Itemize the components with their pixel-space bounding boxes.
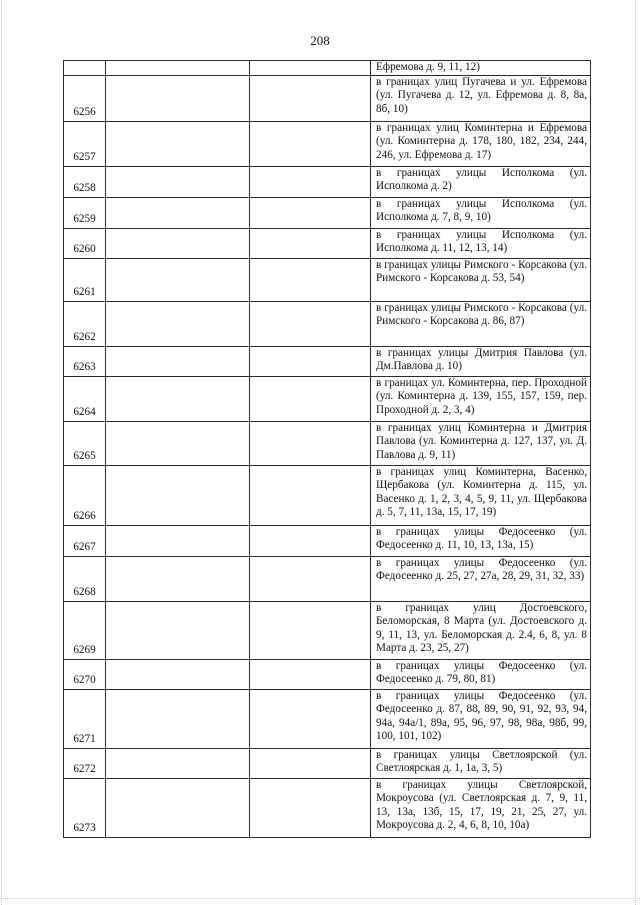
row-number: 6266: [64, 465, 106, 525]
boundary-description: в границах улицы Светлоярской (ул. Светлоярская д. 1, 1а, 3, 5): [371, 748, 591, 778]
row-number: 6264: [64, 376, 106, 421]
table-row: [64, 197, 591, 228]
empty-cell: [106, 258, 250, 301]
row-number: 6267: [64, 525, 106, 556]
right-scan-edge: [635, 0, 636, 905]
boundary-description: в границах улицы Исполкома (ул. Исполкома д. 2): [371, 166, 591, 197]
empty-cell: [250, 166, 371, 197]
empty-cell: [250, 525, 371, 556]
table-row: [64, 659, 591, 689]
empty-cell: [250, 465, 371, 525]
empty-cell: [106, 525, 250, 556]
table-row: [64, 301, 591, 346]
table-row: [64, 121, 591, 166]
empty-cell: [250, 689, 371, 748]
empty-cell: [250, 121, 371, 166]
boundary-description: в границах улицы Светлоярской, Мокроусова (ул. Светлоярская д. 7, 9, 11, 13, 13а, 13б, 15, 17, 19, 21, 25, 27, ул. Мокроусова д. 2, 4, 6, 8, 10, 10а): [371, 778, 591, 837]
bottom-scan-edge: [0, 898, 640, 899]
row-number: 6261: [64, 258, 106, 301]
row-number: 6268: [64, 556, 106, 601]
table-row: [64, 421, 591, 465]
boundary-description: в границах улиц Достоевского, Беломорская, 8 Марта (ул. Достоевского д. 9, 11, 13, ул. Беломорская д. 2.4, 6, 8, ул. 8 Марта д. 23, 25, 27): [371, 601, 591, 659]
empty-cell: [106, 556, 250, 601]
empty-cell: [106, 61, 250, 76]
empty-cell: [106, 748, 250, 778]
boundary-description: в границах улиц Коминтерна и Ефремова (ул. Коминтерна д. 178, 180, 182, 234, 244, 246, ул. Ефремова д. 17): [371, 121, 591, 166]
row-number: 6272: [64, 748, 106, 778]
boundary-description: в границах улицы Федосеенко (ул. Федосеенко д. 79, 80, 81): [371, 659, 591, 689]
empty-cell: [106, 166, 250, 197]
empty-cell: [250, 61, 371, 76]
empty-cell: [250, 228, 371, 258]
table-row: [64, 525, 591, 556]
empty-cell: [106, 121, 250, 166]
table-row: [64, 61, 591, 76]
left-scan-edge: [1, 0, 2, 905]
empty-cell: [106, 421, 250, 465]
table-row: [64, 75, 591, 121]
boundary-description: в границах ул. Коминтерна, пер. Проходной (ул. Коминтерна д. 139, 155, 157, 159, пер. Проходной д. 2, 3, 4): [371, 376, 591, 421]
empty-cell: [106, 228, 250, 258]
boundary-description: в границах улицы Римского - Корсакова (ул. Римского - Корсакова д. 86, 87): [371, 301, 591, 346]
boundary-description: в границах улицы Федосеенко (ул. Федосеенко д. 11, 10, 13, 13а, 15): [371, 525, 591, 556]
table-row: [64, 601, 591, 659]
empty-cell: [106, 346, 250, 376]
empty-cell: [250, 258, 371, 301]
empty-cell: [106, 778, 250, 837]
empty-cell: [250, 301, 371, 346]
table-row: [64, 689, 591, 748]
table-row: [64, 465, 591, 525]
boundary-description: в границах улицы Исполкома (ул. Исполкома д. 7, 8, 9, 10): [371, 197, 591, 228]
row-number: 6273: [64, 778, 106, 837]
row-number: [64, 61, 106, 76]
table-row: [64, 778, 591, 837]
row-number: 6262: [64, 301, 106, 346]
empty-cell: [250, 376, 371, 421]
empty-cell: [250, 601, 371, 659]
boundary-description: в границах улицы Исполкома (ул. Исполкома д. 11, 12, 13, 14): [371, 228, 591, 258]
table-body: [64, 61, 591, 838]
table-row: [64, 376, 591, 421]
boundary-description: Ефремова д. 9, 11, 12): [371, 61, 591, 76]
boundary-description: в границах улиц Пугачева и ул. Ефремова (ул. Пугачева д. 12, ул. Ефремова д. 8, 8а, 8б, 10): [371, 75, 591, 121]
empty-cell: [106, 376, 250, 421]
empty-cell: [250, 346, 371, 376]
boundary-description: в границах улиц Коминтерна, Васенко, Щербакова (ул. Коминтерна д. 115, ул. Васенко д. 1, 2, 3, 4, 5, 9, 11, ул. Щербакова д. 5, 7, 11, 13а, 15, 17, 19): [371, 465, 591, 525]
boundary-description: в границах улицы Федосеенко (ул. Федосеенко д. 87, 88, 89, 90, 91, 92, 93, 94, 94а, 94а/1, 89а, 95, 96, 97, 98, 98а, 98б, 99, 100, 101, 102): [371, 689, 591, 748]
empty-cell: [250, 778, 371, 837]
polling-stations-table: [63, 60, 591, 838]
boundary-description: в границах улицы Федосеенко (ул. Федосеенко д. 25, 27, 27а, 28, 29, 31, 32, 33): [371, 556, 591, 601]
empty-cell: [106, 75, 250, 121]
empty-cell: [106, 689, 250, 748]
row-number: 6265: [64, 421, 106, 465]
empty-cell: [250, 197, 371, 228]
row-number: 6260: [64, 228, 106, 258]
empty-cell: [106, 197, 250, 228]
table-row: [64, 228, 591, 258]
table-row: [64, 258, 591, 301]
boundary-description: в границах улиц Коминтерна и Дмитрия Павлова (ул. Коминтерна д. 127, 137, ул. Д. Павлова д. 9, 11): [371, 421, 591, 465]
empty-cell: [250, 748, 371, 778]
row-number: 6263: [64, 346, 106, 376]
empty-cell: [250, 75, 371, 121]
row-number: 6271: [64, 689, 106, 748]
empty-cell: [250, 659, 371, 689]
table-row: [64, 166, 591, 197]
boundary-description: в границах улицы Римского - Корсакова (ул. Римского - Корсакова д. 53, 54): [371, 258, 591, 301]
row-number: 6256: [64, 75, 106, 121]
row-number: 6269: [64, 601, 106, 659]
row-number: 6259: [64, 197, 106, 228]
empty-cell: [106, 601, 250, 659]
boundary-description: в границах улицы Дмитрия Павлова (ул. Дм.Павлова д. 10): [371, 346, 591, 376]
empty-cell: [106, 301, 250, 346]
table-row: [64, 748, 591, 778]
empty-cell: [106, 465, 250, 525]
row-number: 6257: [64, 121, 106, 166]
empty-cell: [106, 659, 250, 689]
empty-cell: [250, 556, 371, 601]
empty-cell: [250, 421, 371, 465]
table-row: [64, 556, 591, 601]
row-number: 6270: [64, 659, 106, 689]
table-row: [64, 346, 591, 376]
row-number: 6258: [64, 166, 106, 197]
page-number: 208: [310, 33, 330, 48]
